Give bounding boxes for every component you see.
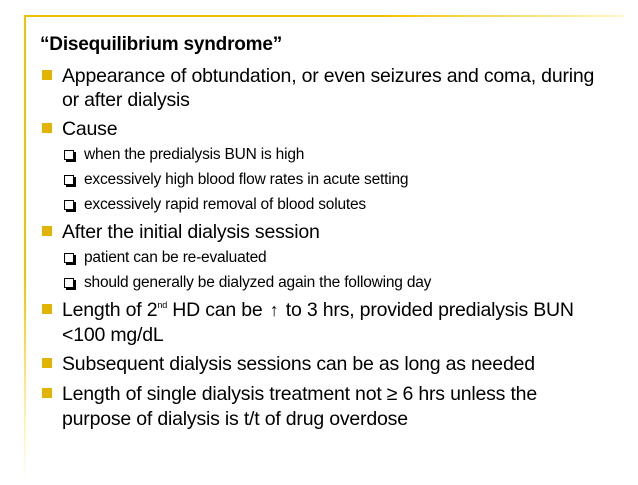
hollow-square-bullet-icon xyxy=(64,175,74,185)
square-bullet-icon xyxy=(42,70,52,80)
hollow-square-bullet-icon xyxy=(64,150,74,160)
sub-bullet-text: when the predialysis BUN is high xyxy=(84,146,305,163)
bullet-text: Cause xyxy=(62,118,118,140)
hollow-square-bullet-icon xyxy=(64,278,74,288)
sub-bullet-text: patient can be re-evaluated xyxy=(84,249,267,266)
bullet-text: Subsequent dialysis sessions can be as long as needed xyxy=(62,353,535,375)
bullet-text: Length of single dialysis treatment not ≥ 6 hrs unless the xyxy=(62,383,537,405)
square-bullet-icon xyxy=(42,123,52,133)
sub-bullet-text: should generally be dialyzed again the following day xyxy=(84,274,432,291)
hollow-square-bullet-icon xyxy=(64,200,74,210)
square-bullet-icon xyxy=(42,226,52,236)
bullet-text xyxy=(62,298,574,322)
bullet-text: purpose of dialysis is t/t of drug overdose xyxy=(62,408,408,430)
text-part: Length of 2 xyxy=(62,299,158,321)
text-part: to 3 hrs, provided predialysis BUN xyxy=(280,299,574,321)
square-bullet-icon xyxy=(42,388,52,398)
hollow-square-bullet-icon xyxy=(64,253,74,263)
bullet-text: <100 mg/dL xyxy=(62,324,164,346)
up-arrow-icon: ↑ xyxy=(269,300,279,320)
sub-bullet-text: excessively high blood flow rates in acute setting xyxy=(84,171,409,188)
square-bullet-icon xyxy=(42,304,52,314)
bullet-text: or after dialysis xyxy=(62,89,190,111)
bullet-text: After the initial dialysis session xyxy=(62,221,320,243)
text-part: HD can be xyxy=(167,299,268,321)
sub-bullet-text: excessively rapid removal of blood solutes xyxy=(84,196,366,213)
superscript: nd xyxy=(157,299,168,310)
slide-title: “Disequilibrium syndrome” xyxy=(40,34,283,55)
bullet-text: Appearance of obtundation, or even seizures and coma, during xyxy=(62,65,595,87)
square-bullet-icon xyxy=(42,358,52,368)
